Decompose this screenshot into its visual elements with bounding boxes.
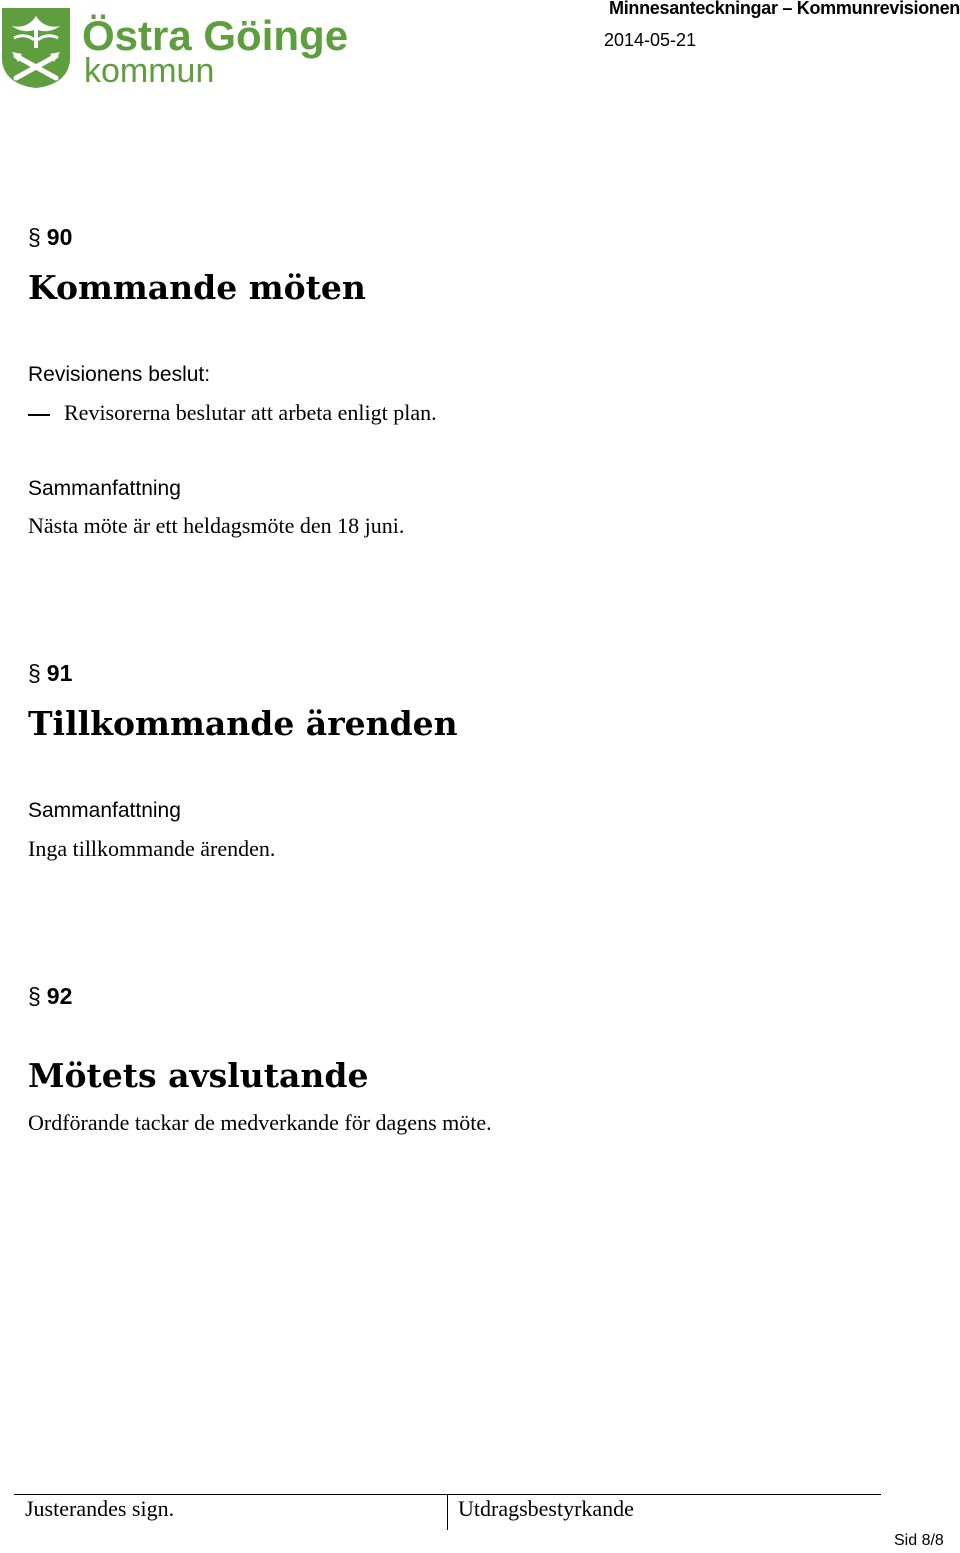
svg-text:Östra Göinge: Östra Göinge bbox=[82, 12, 349, 59]
utdragsbestyrkande-label: Utdragsbestyrkande bbox=[458, 1496, 634, 1521]
decision-label: Revisionens beslut: bbox=[28, 363, 211, 386]
summary-label: Sammanfattning bbox=[28, 799, 181, 822]
section-90-title: Kommande möten bbox=[28, 268, 366, 307]
summary-text: Inga tillkommande ärenden. bbox=[28, 836, 276, 861]
list-dash-icon bbox=[28, 414, 50, 416]
section-92-number: § 92 bbox=[28, 983, 73, 1009]
section-90-number: § 90 bbox=[28, 224, 73, 250]
footer-column-divider bbox=[447, 1494, 448, 1530]
page-number: Sid 8/8 bbox=[894, 1532, 944, 1549]
decision-item: Revisorerna beslutar att arbeta enligt plan. bbox=[64, 400, 437, 425]
section-91-number: § 91 bbox=[28, 660, 73, 686]
summary-text: Nästa möte är ett heldagsmöte den 18 juni. bbox=[28, 513, 405, 538]
document-date: 2014-05-21 bbox=[604, 30, 697, 50]
svg-text:kommun: kommun bbox=[84, 52, 215, 90]
municipality-logo bbox=[0, 4, 349, 90]
summary-label: Sammanfattning bbox=[28, 477, 181, 500]
section-92-title: Mötets avslutande bbox=[28, 1056, 369, 1095]
closing-text: Ordförande tackar de medverkande för dagens möte. bbox=[28, 1110, 492, 1135]
document-title: Minnesanteckningar – Kommunrevisionen bbox=[609, 0, 960, 18]
section-91-title: Tillkommande ärenden bbox=[28, 704, 458, 743]
justerandes-sign-label: Justerandes sign. bbox=[25, 1496, 175, 1521]
